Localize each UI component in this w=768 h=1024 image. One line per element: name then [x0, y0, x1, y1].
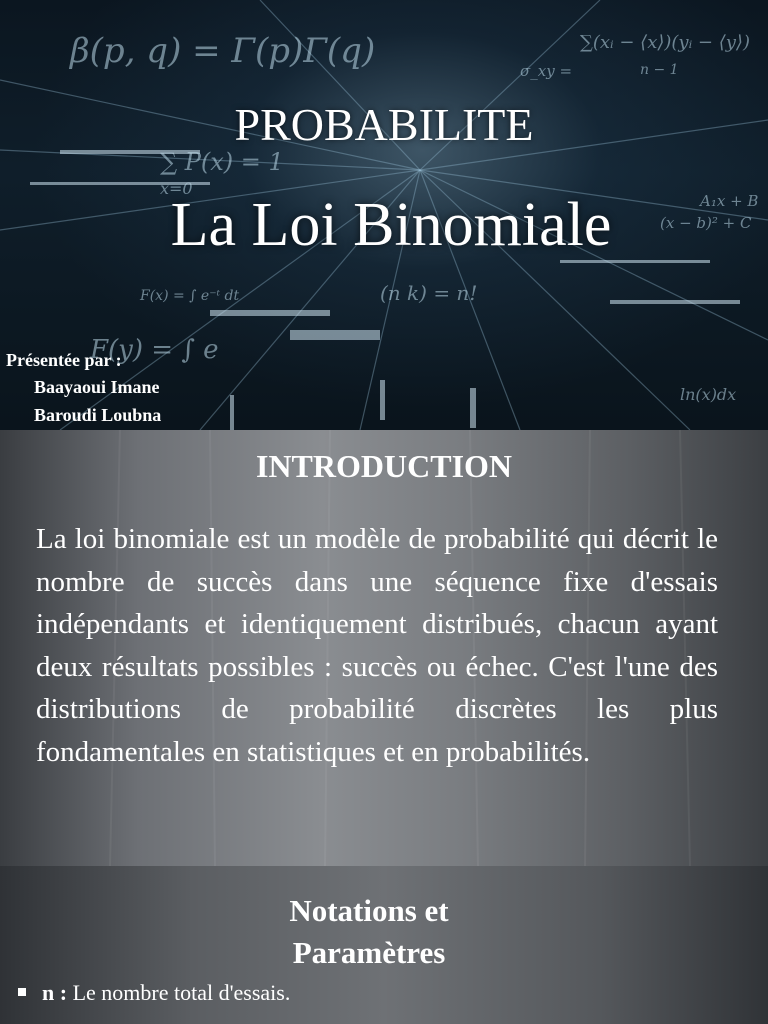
bullet-item [18, 980, 290, 1006]
notations-heading [0, 890, 738, 974]
intro-paragraph: La loi binomiale est un modèle de probabilité qui décrit le nombre de succès dans une séquence fixe d'essais indépendants et identiquement distribués, chacun ayant deux résultats possibles : succès ou échec. C'est l'une des distributions de probabilité discrètes les plus fondamentales en statistiques et en probabilités. [36, 523, 718, 768]
formula-covariance: ∑(xᵢ − ⟨x⟩)(yᵢ − ⟨y⟩) [580, 32, 750, 53]
intro-heading: INTRODUCTION [255, 448, 513, 484]
presenter-label: Présentée par : [6, 350, 122, 370]
notations-heading-line2: Paramètres [292, 935, 446, 970]
formula-ln: ln(x)dx [680, 385, 737, 404]
bullet-text: Le nombre total d'essais. [67, 980, 291, 1005]
formula-sum-p: ∑ P(x) = 1 [160, 148, 284, 176]
notations-slide [0, 866, 768, 1024]
formula-f-x: F(x) = ∫ e⁻ᵗ dt [140, 288, 240, 304]
title-slide [0, 0, 768, 430]
introduction-slide [0, 430, 768, 866]
formula-x0: x=0 [160, 179, 193, 198]
formula-beta: β(p, q) = Γ(p)Γ(q) [70, 31, 376, 71]
formula-f-y: F(y) = ∫ e [90, 335, 219, 365]
presenter-name: Baayaoui Imane [34, 377, 160, 397]
slide-subtitle: La Loi Binomiale [170, 191, 612, 259]
formula-fraction-num: A₁x + B [700, 192, 759, 210]
notations-heading-line1: Notations et [289, 893, 449, 928]
bullet-term: n : [42, 980, 68, 1005]
square-bullet-icon [18, 988, 26, 996]
formula-sigma: σ_xy = [520, 62, 573, 80]
formula-n-minus-1: n − 1 [640, 62, 679, 78]
slide-title: PROBABILITE [234, 99, 534, 150]
formula-fraction-den: (x − b)² + C [660, 214, 752, 232]
presenter-name: Baroudi Loubna [34, 405, 162, 425]
formula-binomial: (n k) = n! [380, 281, 478, 305]
